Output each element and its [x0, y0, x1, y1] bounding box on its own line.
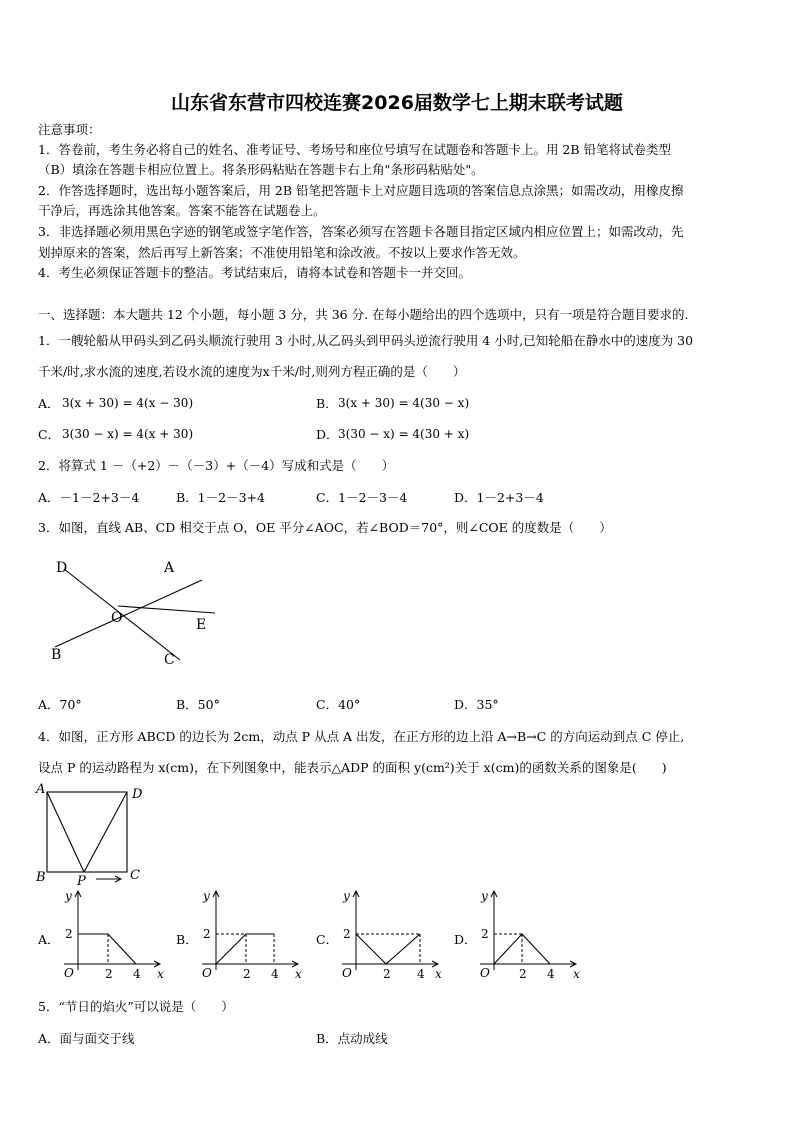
question-1-line2: 千米/时,求水流的速度,若设水流的速度为x千米/时,则列方程正确的是（ ） — [38, 364, 466, 379]
label-b: B — [36, 870, 46, 885]
q4-graph-a — [56, 886, 171, 980]
label-d: D — [132, 787, 143, 802]
q1-option-a-equation: 3(x + 30) = 4(x − 30) — [62, 396, 194, 410]
svg-text:O: O — [342, 966, 352, 980]
svg-text:4: 4 — [271, 967, 279, 980]
svg-text:2: 2 — [383, 967, 391, 980]
q3-option-a: A．70° — [38, 697, 82, 712]
svg-text:O: O — [202, 966, 212, 980]
q5-option-a: A．面与面交于线 — [38, 1031, 135, 1046]
graph-line — [78, 934, 136, 964]
q1-option-c-label: C． — [38, 427, 61, 442]
svg-text:y: y — [481, 889, 488, 903]
svg-text:O: O — [480, 966, 490, 980]
svg-text:x: x — [573, 967, 580, 980]
q4-option-c-label: C． — [316, 932, 339, 947]
question-5-stem: 5．“节日的焰火”可以说是（ ） — [38, 999, 234, 1014]
label-d: D — [56, 560, 68, 576]
q4-option-d-label: D． — [454, 932, 477, 947]
svg-text:4: 4 — [133, 967, 141, 980]
label-p: P — [77, 874, 86, 888]
label-a: A — [36, 782, 46, 797]
svg-text:y: y — [343, 889, 350, 903]
label-e: E — [196, 617, 207, 633]
question-3-stem: 3．如图，直线 AB、CD 相交于点 O，OE 平分∠AOC，若∠BOD＝70°，则∠COE 的度数是（ ） — [38, 520, 612, 535]
svg-text:x: x — [157, 967, 164, 980]
question-1-line1: 1．一艘轮船从甲码头到乙码头顺流行驶用 3 小时,从乙码头到甲码头逆流行驶用 4 小时,已知轮船在静水中的速度为 30 — [38, 333, 694, 348]
q5-option-b: B．点动成线 — [316, 1031, 388, 1046]
square-abcd — [47, 792, 127, 872]
svg-text:y: y — [203, 889, 210, 903]
q3-option-d: D．35° — [454, 697, 499, 712]
graph-line — [356, 934, 420, 964]
q4-graph-d — [472, 886, 587, 980]
notice-line: 2．作答选择题时，选出每小题答案后，用 2B 铅笔把答题卡上对应题目选项的答案信息点涂黑；如需改动，用橡皮擦 — [38, 183, 684, 198]
line-ba — [55, 580, 202, 647]
q2-option-c: C．1－2－3－4 — [316, 490, 408, 505]
q4-option-b-label: B． — [176, 932, 198, 947]
notice-line: 3．非选择题必须用黑色字迹的钢笔或签字笔作答，答案必须写在答题卡各题目指定区域内相应位置上；如需改动，先 — [38, 224, 684, 239]
svg-text:2: 2 — [105, 967, 113, 980]
q1-option-d-equation: 3(30 − x) = 4(30 + x) — [338, 427, 470, 441]
notice-line: 干净后，再选涂其他答案。答案不能答在试题卷上。 — [38, 203, 326, 218]
q3-option-c: C．40° — [316, 697, 361, 712]
q3-angle-figure — [40, 555, 220, 670]
question-2-stem: 2．将算式 1 －（+2）－（－3）+（－4）写成和式是（ ） — [38, 458, 395, 473]
segment-ap — [47, 792, 84, 872]
svg-text:2: 2 — [343, 927, 351, 941]
svg-text:2: 2 — [481, 927, 489, 941]
label-c: C — [164, 652, 175, 668]
svg-text:x: x — [435, 967, 442, 980]
q2-option-d: D．1－2+3－4 — [454, 490, 544, 505]
label-b: B — [51, 647, 62, 663]
notice-line: 划掉原来的答案，然后再写上新答案；不准使用铅笔和涂改液。不按以上要求作答无效。 — [38, 245, 526, 260]
notice-heading: 注意事项： — [38, 122, 101, 137]
page-title: 山东省东营市四校连赛2026届数学七上期末联考试题 — [171, 92, 623, 114]
label-o: O — [111, 610, 123, 626]
svg-text:x: x — [295, 967, 302, 980]
section-heading: 一、选择题：本大题共 12 个小题，每小题 3 分，共 36 分. 在每小题给出的四个选项中，只有一项是符合题目要求的. — [38, 307, 689, 322]
svg-text:O: O — [64, 966, 74, 980]
q1-option-a-label: A． — [38, 396, 60, 411]
label-c: C — [130, 868, 140, 883]
notice-line: 1．答卷前，考生务必将自己的姓名、准考证号、考场号和座位号填写在试题卷和答题卡上。用 2B 铅笔将试卷类型 — [38, 142, 672, 157]
q1-option-c-equation: 3(30 − x) = 4(x + 30) — [62, 427, 194, 441]
svg-text:2: 2 — [243, 967, 251, 980]
svg-text:4: 4 — [547, 967, 555, 980]
segment-dp — [84, 792, 127, 872]
q2-option-b: B．1－2－3+4 — [176, 490, 265, 505]
notice-line: （B）填涂在答题卡相应位置上。将条形码粘贴在答题卡右上角"条形码粘贴处"。 — [38, 162, 484, 177]
label-a: A — [164, 560, 175, 576]
q4-graph-b — [194, 886, 309, 980]
question-4-line2: 设点 P 的运动路程为 x(cm)，在下列图象中，能表示△ADP 的面积 y(cm²)关于 x(cm)的函数关系的图象是( ) — [38, 760, 667, 775]
svg-text:4: 4 — [417, 967, 425, 980]
q2-option-a: A．－1－2+3－4 — [38, 490, 140, 505]
svg-text:y: y — [65, 889, 72, 903]
q1-option-b-label: B． — [316, 396, 338, 411]
svg-text:2: 2 — [203, 927, 211, 941]
q3-option-b: B．50° — [176, 697, 220, 712]
notice-line: 4．考生必须保证答题卡的整洁。考试结束后，请将本试卷和答题卡一并交回。 — [38, 265, 471, 280]
q1-option-b-equation: 3(x + 30) = 4(30 − x) — [338, 396, 470, 410]
q4-option-a-label: A． — [38, 932, 60, 947]
graph-line — [216, 934, 274, 964]
svg-text:2: 2 — [65, 927, 73, 941]
q4-graph-c — [334, 886, 449, 980]
svg-text:2: 2 — [519, 967, 527, 980]
q1-option-d-label: D． — [316, 427, 339, 442]
question-4-line1: 4．如图，正方形 ABCD 的边长为 2cm，动点 P 从点 A 出发，在正方形的边上沿 A→B→C 的方向运动到点 C 停止, — [38, 729, 685, 744]
q4-square-figure — [34, 780, 154, 888]
